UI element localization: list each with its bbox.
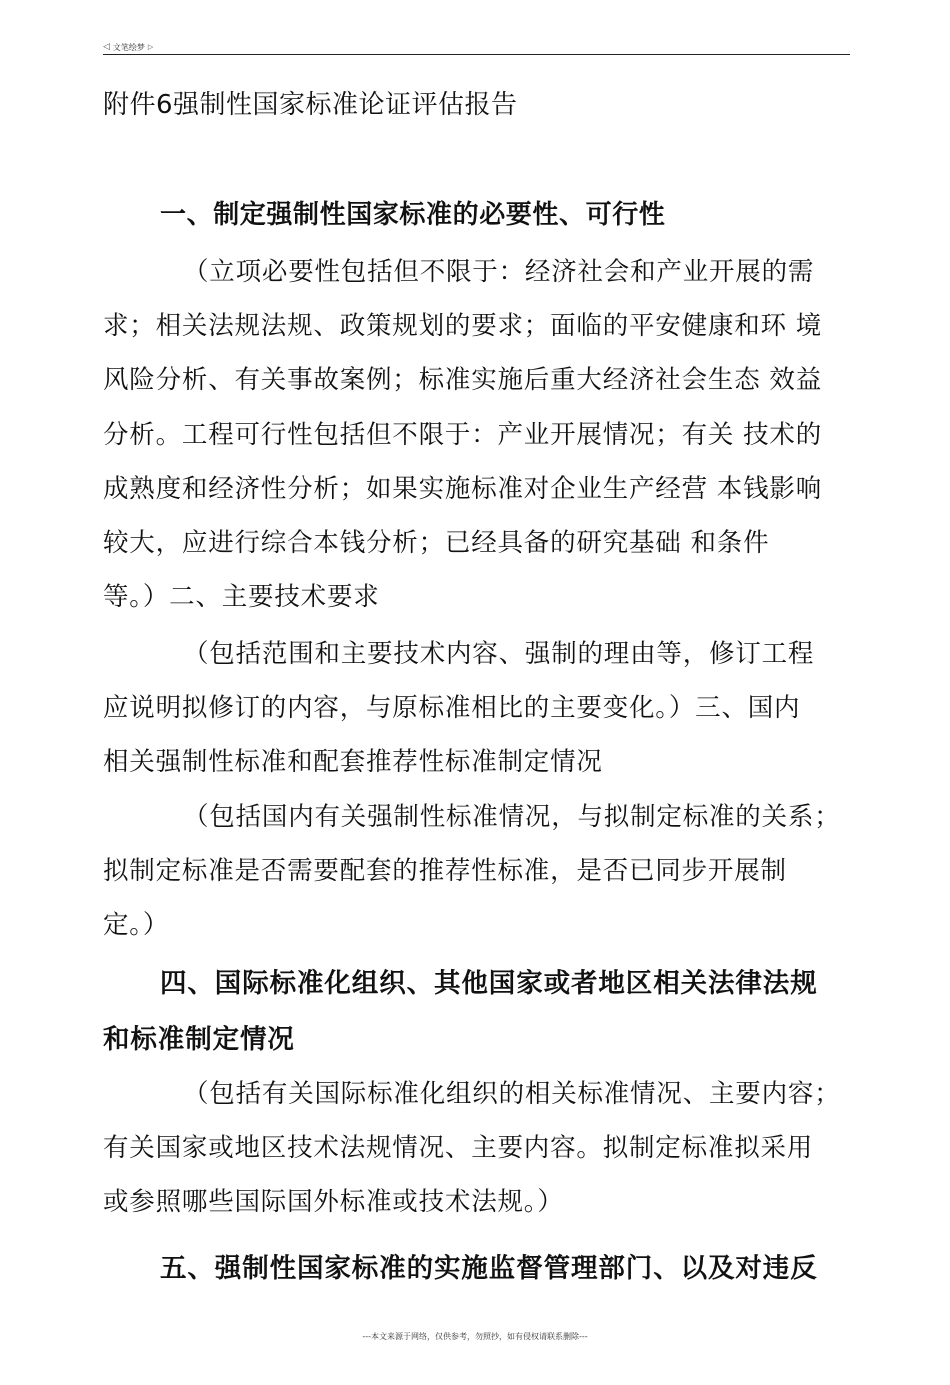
left-triangle-icon: ◁ [103,42,110,52]
section-4-paragraph [103,1067,850,1230]
document-title: 附件6强制性国家标准论证评估报告 [103,90,518,120]
header-text: 文笔绘梦 [112,42,145,52]
page-header [103,40,850,54]
paragraph-line: （包括范围和主要技术内容、强制的理由等，修订工程 [183,639,815,669]
right-triangle-icon: ▷ [147,43,154,51]
section-1-paragraph [103,245,850,624]
paragraph-line: 较大，应进行综合本钱分析；已经具备的研究基础 和条件 [103,528,770,559]
heading-line: 和标准制定情况 [103,1024,295,1055]
section-5-heading [103,1241,850,1297]
page-footer: ---本文来源于网络，仅供参考，勿照抄，如有侵权请联系删除--- [362,1332,588,1341]
paragraph-line: 求；相关法规法规、政策规划的要求；面临的平安健康和环 境 [103,311,823,342]
heading-line: 五、强制性国家标准的实施监督管理部门、以及对违反 [160,1253,818,1284]
paragraph-line: 分析。工程可行性包括但不限于：产业开展情况；有关 技术的 [103,419,823,450]
paragraph-line: 风险分析、有关事故案例；标准实施后重大经济社会生态 效益 [103,365,823,396]
paragraph-line: 定。） [103,910,170,941]
paragraph-line: 拟制定标准是否需要配套的推荐性标准，是否已同步开展制 [103,856,787,887]
paragraph-line: 或参照哪些国际国外标准或技术法规。） [103,1187,564,1218]
paragraph-line: （包括有关国际标准化组织的相关标准情况、主要内容； [183,1079,841,1109]
section-2-paragraph [103,627,850,790]
section-1-heading-block [103,198,850,232]
paragraph-line: （包括国内有关强制性标准情况，与拟制定标准的关系； [183,802,841,832]
paragraph-line: 应说明拟修订的内容，与原标准相比的主要变化。）三、国内 [103,693,801,724]
paragraph-line: 成熟度和经济性分析；如果实施标准对企业生产经营 本钱影响 [103,473,823,504]
paragraph-line: （立项必要性包括但不限于：经济社会和产业开展的需 [183,257,815,287]
paragraph-line: 相关强制性标准和配套推荐性标准制定情况 [103,747,603,778]
section-3-paragraph [103,790,850,953]
header-rule [103,54,850,55]
section-1-heading: 一、制定强制性国家标准的必要性、可行性 [160,200,666,230]
paragraph-line: 有关国家或地区技术法规情况、主要内容。拟制定标准拟采用 [103,1133,814,1164]
section-4-heading [103,956,850,1068]
paragraph-line: 等。）二、主要技术要求 [103,582,380,613]
heading-line: 四、国际标准化组织、其他国家或者地区相关法律法规 [160,968,818,999]
